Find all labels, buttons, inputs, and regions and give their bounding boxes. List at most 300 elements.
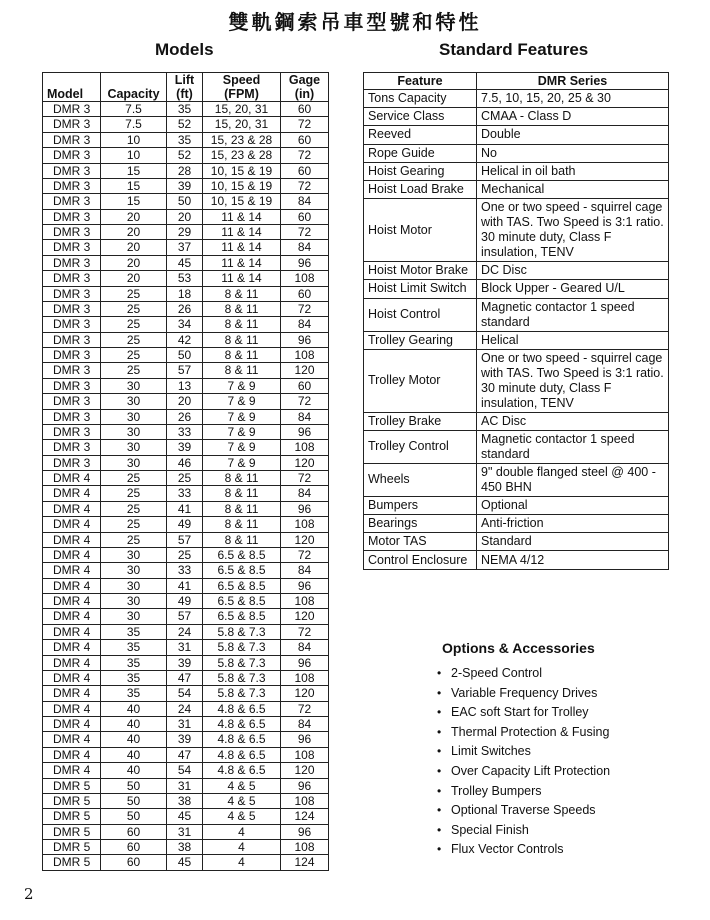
header-gage: Gage (in) xyxy=(281,73,329,102)
feature-row xyxy=(364,199,669,262)
lift-cell: 26 xyxy=(167,409,203,424)
speed-cell: 5.8 & 7.3 xyxy=(203,670,281,685)
speed-cell: 15, 20, 31 xyxy=(203,102,281,117)
capacity-cell: 25 xyxy=(101,363,167,378)
lift-cell: 49 xyxy=(167,594,203,609)
feature-value-cell: Helical in oil bath xyxy=(477,162,669,180)
feature-value-cell: Optional xyxy=(477,496,669,514)
table-row xyxy=(43,763,329,778)
capacity-cell: 30 xyxy=(101,455,167,470)
speed-cell: 4 & 5 xyxy=(203,793,281,808)
capacity-cell: 20 xyxy=(101,271,167,286)
model-cell: DMR 4 xyxy=(43,717,101,732)
gage-cell: 84 xyxy=(281,317,329,332)
table-row xyxy=(43,624,329,639)
speed-cell: 10, 15 & 19 xyxy=(203,178,281,193)
lift-cell: 57 xyxy=(167,609,203,624)
header-lift: Lift (ft) xyxy=(167,73,203,102)
gage-cell: 108 xyxy=(281,517,329,532)
gage-cell: 108 xyxy=(281,670,329,685)
table-row xyxy=(43,809,329,824)
table-row xyxy=(43,655,329,670)
speed-cell: 4 & 5 xyxy=(203,809,281,824)
model-cell: DMR 4 xyxy=(43,609,101,624)
gage-cell: 84 xyxy=(281,194,329,209)
feature-name-cell: Hoist Motor Brake xyxy=(364,262,477,280)
speed-cell: 15, 20, 31 xyxy=(203,117,281,132)
capacity-cell: 25 xyxy=(101,332,167,347)
gage-cell: 96 xyxy=(281,778,329,793)
feature-value-cell: Helical xyxy=(477,331,669,349)
model-cell: DMR 3 xyxy=(43,317,101,332)
model-cell: DMR 3 xyxy=(43,209,101,224)
capacity-cell: 30 xyxy=(101,424,167,439)
lift-cell: 24 xyxy=(167,624,203,639)
speed-cell: 7 & 9 xyxy=(203,440,281,455)
gage-cell: 108 xyxy=(281,594,329,609)
capacity-cell: 40 xyxy=(101,763,167,778)
speed-cell: 5.8 & 7.3 xyxy=(203,624,281,639)
capacity-cell: 30 xyxy=(101,594,167,609)
table-row xyxy=(43,148,329,163)
model-cell: DMR 3 xyxy=(43,194,101,209)
gage-cell: 108 xyxy=(281,271,329,286)
speed-cell: 6.5 & 8.5 xyxy=(203,594,281,609)
lift-cell: 35 xyxy=(167,132,203,147)
speed-cell: 7 & 9 xyxy=(203,424,281,439)
lift-cell: 31 xyxy=(167,824,203,839)
speed-cell: 5.8 & 7.3 xyxy=(203,640,281,655)
table-row xyxy=(43,102,329,117)
model-cell: DMR 4 xyxy=(43,624,101,639)
header-feature: Feature xyxy=(364,73,477,90)
speed-cell: 8 & 11 xyxy=(203,471,281,486)
model-cell: DMR 4 xyxy=(43,655,101,670)
lift-cell: 52 xyxy=(167,117,203,132)
list-item-text: EAC soft Start for Trolley xyxy=(451,705,589,720)
model-cell: DMR 3 xyxy=(43,409,101,424)
gage-cell: 84 xyxy=(281,563,329,578)
model-cell: DMR 3 xyxy=(43,102,101,117)
speed-cell: 4.8 & 6.5 xyxy=(203,747,281,762)
speed-cell: 8 & 11 xyxy=(203,486,281,501)
model-cell: DMR 5 xyxy=(43,855,101,870)
lift-cell: 50 xyxy=(167,194,203,209)
gage-cell: 124 xyxy=(281,809,329,824)
table-row xyxy=(43,793,329,808)
speed-cell: 6.5 & 8.5 xyxy=(203,578,281,593)
list-item-text: Flux Vector Controls xyxy=(451,842,564,857)
list-item-text: Trolley Bumpers xyxy=(451,783,542,798)
model-cell: DMR 3 xyxy=(43,163,101,178)
lift-cell: 53 xyxy=(167,271,203,286)
speed-cell: 11 & 14 xyxy=(203,240,281,255)
gage-cell: 60 xyxy=(281,163,329,178)
feature-name-cell: Trolley Gearing xyxy=(364,331,477,349)
gage-cell: 120 xyxy=(281,455,329,470)
speed-cell: 4 & 5 xyxy=(203,778,281,793)
gage-cell: 72 xyxy=(281,148,329,163)
model-cell: DMR 3 xyxy=(43,455,101,470)
capacity-cell: 30 xyxy=(101,563,167,578)
gage-cell: 120 xyxy=(281,609,329,624)
speed-cell: 4 xyxy=(203,855,281,870)
capacity-cell: 30 xyxy=(101,378,167,393)
feature-row xyxy=(364,533,669,551)
speed-cell: 15, 23 & 28 xyxy=(203,132,281,147)
lift-cell: 25 xyxy=(167,471,203,486)
model-cell: DMR 3 xyxy=(43,363,101,378)
options-title: Options & Accessories xyxy=(442,640,595,656)
feature-value-cell: DC Disc xyxy=(477,262,669,280)
lift-cell: 20 xyxy=(167,209,203,224)
features-table xyxy=(363,72,669,570)
model-cell: DMR 4 xyxy=(43,471,101,486)
model-cell: DMR 4 xyxy=(43,701,101,716)
table-row xyxy=(43,686,329,701)
table-row xyxy=(43,194,329,209)
table-row xyxy=(43,778,329,793)
page-number: 2 xyxy=(24,885,34,903)
feature-row xyxy=(364,430,669,463)
speed-cell: 4.8 & 6.5 xyxy=(203,763,281,778)
list-item-text: Thermal Protection & Fusing xyxy=(451,724,610,739)
feature-row xyxy=(364,463,669,496)
bullet-icon: • xyxy=(437,705,442,720)
feature-name-cell: Hoist Motor xyxy=(364,199,477,262)
model-cell: DMR 3 xyxy=(43,286,101,301)
table-row xyxy=(43,363,329,378)
lift-cell: 20 xyxy=(167,394,203,409)
feature-row xyxy=(364,551,669,569)
feature-value-cell: AC Disc xyxy=(477,412,669,430)
feature-row xyxy=(364,298,669,331)
lift-cell: 31 xyxy=(167,778,203,793)
capacity-cell: 25 xyxy=(101,471,167,486)
features-body xyxy=(364,90,669,570)
model-cell: DMR 3 xyxy=(43,301,101,316)
feature-value-cell: 9" double flanged steel @ 400 - 450 BHN xyxy=(477,463,669,496)
table-row xyxy=(43,332,329,347)
capacity-cell: 35 xyxy=(101,640,167,655)
model-cell: DMR 5 xyxy=(43,778,101,793)
model-cell: DMR 3 xyxy=(43,348,101,363)
capacity-cell: 35 xyxy=(101,686,167,701)
table-row xyxy=(43,532,329,547)
capacity-cell: 30 xyxy=(101,547,167,562)
header-capacity: Capacity xyxy=(101,73,167,102)
lift-cell: 45 xyxy=(167,855,203,870)
capacity-cell: 20 xyxy=(101,225,167,240)
speed-cell: 8 & 11 xyxy=(203,517,281,532)
gage-cell: 60 xyxy=(281,286,329,301)
bullet-icon: • xyxy=(437,666,442,680)
lift-cell: 26 xyxy=(167,301,203,316)
feature-row xyxy=(364,496,669,514)
lift-cell: 49 xyxy=(167,517,203,532)
gage-cell: 96 xyxy=(281,501,329,516)
capacity-cell: 25 xyxy=(101,301,167,316)
model-cell: DMR 3 xyxy=(43,148,101,163)
bullet-icon: • xyxy=(437,842,442,857)
gage-cell: 124 xyxy=(281,855,329,870)
model-cell: DMR 3 xyxy=(43,255,101,270)
models-title: Models xyxy=(155,40,214,59)
capacity-cell: 15 xyxy=(101,178,167,193)
table-row xyxy=(43,471,329,486)
table-row xyxy=(43,317,329,332)
lift-cell: 39 xyxy=(167,440,203,455)
capacity-cell: 20 xyxy=(101,240,167,255)
speed-cell: 7 & 9 xyxy=(203,378,281,393)
speed-cell: 8 & 11 xyxy=(203,363,281,378)
model-cell: DMR 4 xyxy=(43,640,101,655)
lift-cell: 33 xyxy=(167,563,203,578)
model-cell: DMR 4 xyxy=(43,747,101,762)
feature-name-cell: Hoist Load Brake xyxy=(364,180,477,198)
speed-cell: 11 & 14 xyxy=(203,271,281,286)
capacity-cell: 10 xyxy=(101,132,167,147)
table-row xyxy=(43,178,329,193)
options-section xyxy=(424,640,610,860)
table-row xyxy=(43,701,329,716)
feature-row xyxy=(364,144,669,162)
capacity-cell: 7.5 xyxy=(101,117,167,132)
lift-cell: 54 xyxy=(167,763,203,778)
speed-cell: 8 & 11 xyxy=(203,348,281,363)
capacity-cell: 25 xyxy=(101,317,167,332)
list-item xyxy=(437,684,610,704)
speed-cell: 4.8 & 6.5 xyxy=(203,732,281,747)
list-item xyxy=(437,821,610,841)
feature-name-cell: Hoist Limit Switch xyxy=(364,280,477,298)
capacity-cell: 60 xyxy=(101,840,167,855)
lift-cell: 25 xyxy=(167,547,203,562)
gage-cell: 120 xyxy=(281,763,329,778)
lift-cell: 28 xyxy=(167,163,203,178)
feature-name-cell: Reeved xyxy=(364,126,477,144)
header-speed: Speed (FPM) xyxy=(203,73,281,102)
lift-cell: 29 xyxy=(167,225,203,240)
model-cell: DMR 4 xyxy=(43,686,101,701)
table-row xyxy=(43,594,329,609)
lift-cell: 35 xyxy=(167,102,203,117)
lift-cell: 41 xyxy=(167,501,203,516)
features-title: Standard Features xyxy=(439,40,589,59)
gage-cell: 120 xyxy=(281,363,329,378)
feature-name-cell: Bumpers xyxy=(364,496,477,514)
speed-cell: 6.5 & 8.5 xyxy=(203,609,281,624)
table-row xyxy=(43,163,329,178)
speed-cell: 5.8 & 7.3 xyxy=(203,686,281,701)
capacity-cell: 60 xyxy=(101,824,167,839)
models-table xyxy=(42,72,329,871)
feature-name-cell: Hoist Gearing xyxy=(364,162,477,180)
gage-cell: 60 xyxy=(281,132,329,147)
feature-value-cell: Standard xyxy=(477,533,669,551)
gage-cell: 96 xyxy=(281,824,329,839)
gage-cell: 72 xyxy=(281,624,329,639)
feature-name-cell: Trolley Brake xyxy=(364,412,477,430)
feature-name-cell: Wheels xyxy=(364,463,477,496)
list-item xyxy=(437,723,610,743)
list-item xyxy=(437,703,610,723)
lift-cell: 37 xyxy=(167,240,203,255)
lift-cell: 34 xyxy=(167,317,203,332)
capacity-cell: 35 xyxy=(101,624,167,639)
table-row xyxy=(43,209,329,224)
gage-cell: 60 xyxy=(281,102,329,117)
model-cell: DMR 4 xyxy=(43,547,101,562)
capacity-cell: 30 xyxy=(101,394,167,409)
list-item-text: Limit Switches xyxy=(451,744,531,759)
table-row xyxy=(43,563,329,578)
model-cell: DMR 4 xyxy=(43,486,101,501)
list-item xyxy=(437,762,610,782)
lift-cell: 39 xyxy=(167,655,203,670)
capacity-cell: 25 xyxy=(101,286,167,301)
lift-cell: 33 xyxy=(167,424,203,439)
list-item xyxy=(437,664,610,684)
gage-cell: 120 xyxy=(281,532,329,547)
speed-cell: 4.8 & 6.5 xyxy=(203,717,281,732)
model-cell: DMR 4 xyxy=(43,501,101,516)
lift-cell: 38 xyxy=(167,840,203,855)
speed-cell: 8 & 11 xyxy=(203,301,281,316)
lift-cell: 33 xyxy=(167,486,203,501)
model-cell: DMR 3 xyxy=(43,271,101,286)
table-row xyxy=(43,240,329,255)
gage-cell: 84 xyxy=(281,717,329,732)
bullet-icon: • xyxy=(437,822,442,837)
model-cell: DMR 4 xyxy=(43,763,101,778)
table-row xyxy=(43,394,329,409)
capacity-cell: 40 xyxy=(101,701,167,716)
table-row xyxy=(43,747,329,762)
speed-cell: 8 & 11 xyxy=(203,332,281,347)
model-cell: DMR 3 xyxy=(43,225,101,240)
gage-cell: 84 xyxy=(281,640,329,655)
list-item-text: Variable Frequency Drives xyxy=(451,685,598,700)
lift-cell: 46 xyxy=(167,455,203,470)
gage-cell: 108 xyxy=(281,840,329,855)
gage-cell: 108 xyxy=(281,747,329,762)
speed-cell: 4 xyxy=(203,840,281,855)
capacity-cell: 15 xyxy=(101,194,167,209)
lift-cell: 52 xyxy=(167,148,203,163)
speed-cell: 7 & 9 xyxy=(203,409,281,424)
lift-cell: 18 xyxy=(167,286,203,301)
model-cell: DMR 3 xyxy=(43,132,101,147)
capacity-cell: 30 xyxy=(101,609,167,624)
gage-cell: 96 xyxy=(281,578,329,593)
lift-cell: 31 xyxy=(167,717,203,732)
lift-cell: 57 xyxy=(167,532,203,547)
table-row xyxy=(43,440,329,455)
table-row xyxy=(43,855,329,870)
gage-cell: 72 xyxy=(281,471,329,486)
table-row xyxy=(43,348,329,363)
table-row xyxy=(43,609,329,624)
capacity-cell: 40 xyxy=(101,747,167,762)
model-cell: DMR 3 xyxy=(43,440,101,455)
gage-cell: 72 xyxy=(281,301,329,316)
table-row xyxy=(43,547,329,562)
gage-cell: 108 xyxy=(281,440,329,455)
model-cell: DMR 3 xyxy=(43,240,101,255)
lift-cell: 41 xyxy=(167,578,203,593)
feature-value-cell: NEMA 4/12 xyxy=(477,551,669,569)
capacity-cell: 25 xyxy=(101,517,167,532)
table-row xyxy=(43,455,329,470)
speed-cell: 7 & 9 xyxy=(203,455,281,470)
model-cell: DMR 3 xyxy=(43,117,101,132)
table-row xyxy=(43,517,329,532)
page-title: 雙軌鋼索吊車型號和特性 xyxy=(228,10,482,34)
feature-row xyxy=(364,280,669,298)
feature-name-cell: Trolley Motor xyxy=(364,349,477,412)
lift-cell: 54 xyxy=(167,686,203,701)
feature-value-cell: One or two speed - squirrel cage with TAS. Two Speed is 3:1 ratio. 30 minute duty, Class F insulation, TENV xyxy=(477,199,669,262)
list-item-text: Optional Traverse Speeds xyxy=(451,803,596,818)
table-row xyxy=(43,271,329,286)
feature-row xyxy=(364,180,669,198)
model-cell: DMR 3 xyxy=(43,378,101,393)
options-list xyxy=(424,664,610,860)
table-row xyxy=(43,301,329,316)
header-model: Model xyxy=(43,73,101,102)
table-row xyxy=(43,225,329,240)
list-item xyxy=(437,801,610,821)
capacity-cell: 30 xyxy=(101,440,167,455)
gage-cell: 120 xyxy=(281,686,329,701)
lift-cell: 39 xyxy=(167,732,203,747)
model-cell: DMR 5 xyxy=(43,824,101,839)
feature-name-cell: Service Class xyxy=(364,108,477,126)
capacity-cell: 7.5 xyxy=(101,102,167,117)
bullet-icon: • xyxy=(437,744,442,759)
bullet-icon: • xyxy=(437,783,442,798)
speed-cell: 15, 23 & 28 xyxy=(203,148,281,163)
table-row xyxy=(43,501,329,516)
model-cell: DMR 4 xyxy=(43,578,101,593)
model-cell: DMR 5 xyxy=(43,840,101,855)
lift-cell: 42 xyxy=(167,332,203,347)
table-row xyxy=(43,117,329,132)
feature-name-cell: Bearings xyxy=(364,515,477,533)
gage-cell: 60 xyxy=(281,209,329,224)
list-item-text: 2-Speed Control xyxy=(451,666,543,680)
speed-cell: 10, 15 & 19 xyxy=(203,194,281,209)
feature-row xyxy=(364,262,669,280)
table-row xyxy=(43,717,329,732)
capacity-cell: 35 xyxy=(101,655,167,670)
bullet-icon: • xyxy=(437,685,442,700)
gage-cell: 72 xyxy=(281,225,329,240)
feature-name-cell: Tons Capacity xyxy=(364,90,477,108)
header-series: DMR Series xyxy=(477,73,669,90)
capacity-cell: 40 xyxy=(101,732,167,747)
lift-cell: 39 xyxy=(167,178,203,193)
capacity-cell: 25 xyxy=(101,348,167,363)
gage-cell: 72 xyxy=(281,178,329,193)
gage-cell: 72 xyxy=(281,547,329,562)
feature-name-cell: Hoist Control xyxy=(364,298,477,331)
model-cell: DMR 5 xyxy=(43,793,101,808)
feature-value-cell: CMAA - Class D xyxy=(477,108,669,126)
capacity-cell: 10 xyxy=(101,148,167,163)
table-row xyxy=(43,409,329,424)
